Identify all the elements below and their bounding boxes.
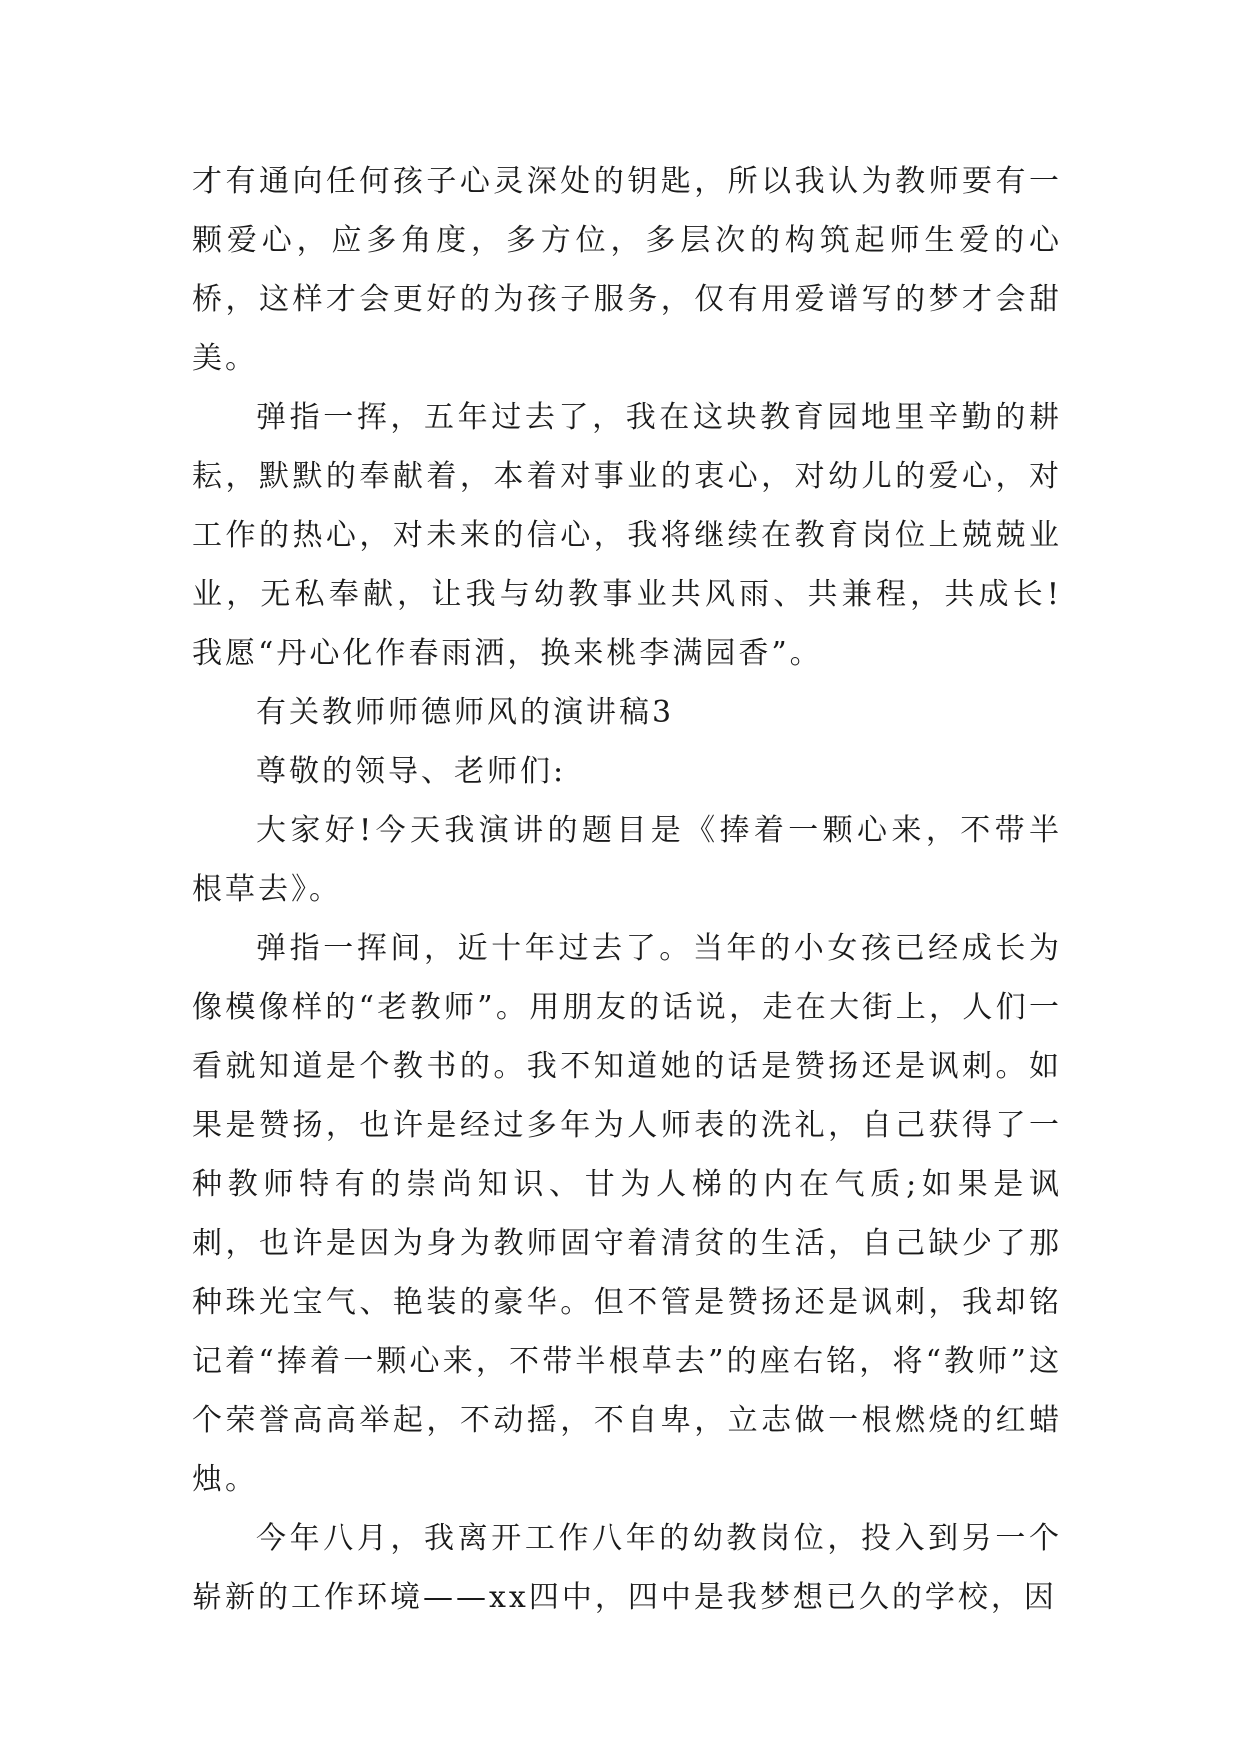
paragraph: 今年八月，我离开工作八年的幼教岗位，投入到另一个崭新的工作环境——xx四中，四中是我梦想已久的学校，因 [192,1521,1062,1615]
paragraph-continuation: 才有通向任何孩子心灵深处的钥匙，所以我认为教师要有一颗爱心，应多角度，多方位，多层次的构筑起师生爱的心桥，这样才会更好的为孩子服务，仅有用爱谱写的梦才会甜美。 [192,164,1062,376]
paragraph: 大家好!今天我演讲的题目是《捧着一颗心来，不带半根草去》。 [192,813,1062,907]
document-page [192,152,1062,1627]
salutation: 尊敬的领导、老师们: [256,754,567,789]
paragraph: 弹指一挥间，近十年过去了。当年的小女孩已经成长为像模像样的“老教师”。用朋友的话说，走在大街上，人们一看就知道是个教书的。我不知道她的话是赞扬还是讽刺。如果是赞扬，也许是经过多年为人师表的洗礼，自己获得了一种教师特有的崇尚知识、甘为人梯的内在气质;如果是讽刺，也许是因为身为教师固守着清贫的生活，自己缺少了那种珠光宝气、艳装的豪华。但不管是赞扬还是讽刺，我却铭记着“捧着一颗心来，不带半根草去”的座右铭，将“教师”这个荣誉高高举起，不动摇，不自卑，立志做一根燃烧的红蜡烛。 [192,931,1062,1497]
paragraph: 弹指一挥，五年过去了，我在这块教育园地里辛勤的耕耘，默默的奉献着，本着对事业的衷心，对幼儿的爱心，对工作的热心，对未来的信心，我将继续在教育岗位上兢兢业业，无私奉献，让我与幼教事业共风雨、共兼程，共成长!我愿“丹心化作春雨洒，换来桃李满园香”。 [192,400,1062,671]
section-heading: 有关教师师德师风的演讲稿3 [256,695,675,730]
